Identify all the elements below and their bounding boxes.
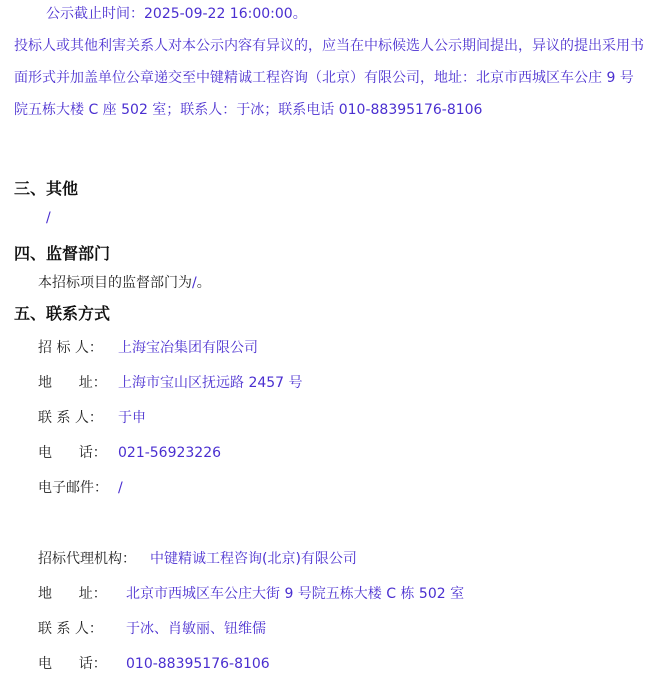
deadline-label: 公示截止时间： <box>46 6 144 22</box>
supervision-value: / <box>192 275 197 291</box>
agency-phone-row <box>38 654 270 674</box>
tenderer-email-value: / <box>118 480 123 496</box>
agency-phone-value: 010-88395176-8106 <box>126 656 270 672</box>
tenderer-email-row <box>38 478 123 498</box>
deadline-line <box>46 4 307 24</box>
section-4-title: 四、监督部门 <box>14 244 111 263</box>
tenderer-phone-value: 021-56923226 <box>118 445 222 461</box>
deadline-value: 2025-09-22 16:00:00。 <box>144 6 307 22</box>
tenderer-address-value: 上海市宝山区抚远路 2457 号 <box>118 375 303 391</box>
section-3-content: / <box>46 210 51 226</box>
tenderer-name-value: 上海宝冶集团有限公司 <box>118 340 258 356</box>
agency-address-row <box>38 584 464 604</box>
section-5-title: 五、联系方式 <box>14 304 111 323</box>
tenderer-phone-row <box>38 443 221 463</box>
supervision-text-suffix: 。 <box>196 275 211 291</box>
objection-paragraph: 投标人或其他利害关系人对本公示内容有异议的，应当在中标候选人公示期间提出，异议的提出采用书面形式并加盖单位公章递交至中键精诚工程咨询（北京）有限公司，地址：北京市西城区车公庄 9 号院五栋大楼 C 座 502 室；联系人：于冰；联系电话 010-88395176-8106 <box>14 38 644 118</box>
supervision-text-prefix: 本招标项目的监督部门为 <box>38 275 192 291</box>
agency-name-value: 中键精诚工程咨询(北京)有限公司 <box>150 551 357 567</box>
agency-address-label: 地 址： <box>38 586 107 602</box>
supervision-line <box>38 273 211 293</box>
agency-name-row <box>38 549 357 569</box>
agency-phone-label: 电 话： <box>38 656 107 672</box>
agency-address-value: 北京市西城区车公庄大街 9 号院五栋大楼 C 栋 502 室 <box>126 586 465 602</box>
agency-contact-label: 联 系 人： <box>38 621 103 637</box>
tenderer-contact-row <box>38 408 146 428</box>
tenderer-phone-label: 电 话： <box>38 445 107 461</box>
tenderer-contact-value: 于申 <box>118 410 146 426</box>
agency-name-label: 招标代理机构： <box>38 551 136 567</box>
agency-contact-row <box>38 619 266 639</box>
tenderer-address-row <box>38 373 303 393</box>
tenderer-contact-label: 联 系 人： <box>38 410 103 426</box>
section-3-title: 三、其他 <box>14 179 79 198</box>
tenderer-address-label: 地 址： <box>38 375 107 391</box>
agency-contact-value: 于冰、肖敏丽、钮维儒 <box>126 621 266 637</box>
tenderer-name-row <box>38 338 258 358</box>
tenderer-email-label: 电子邮件： <box>38 480 108 496</box>
tenderer-name-label: 招 标 人： <box>38 340 103 356</box>
